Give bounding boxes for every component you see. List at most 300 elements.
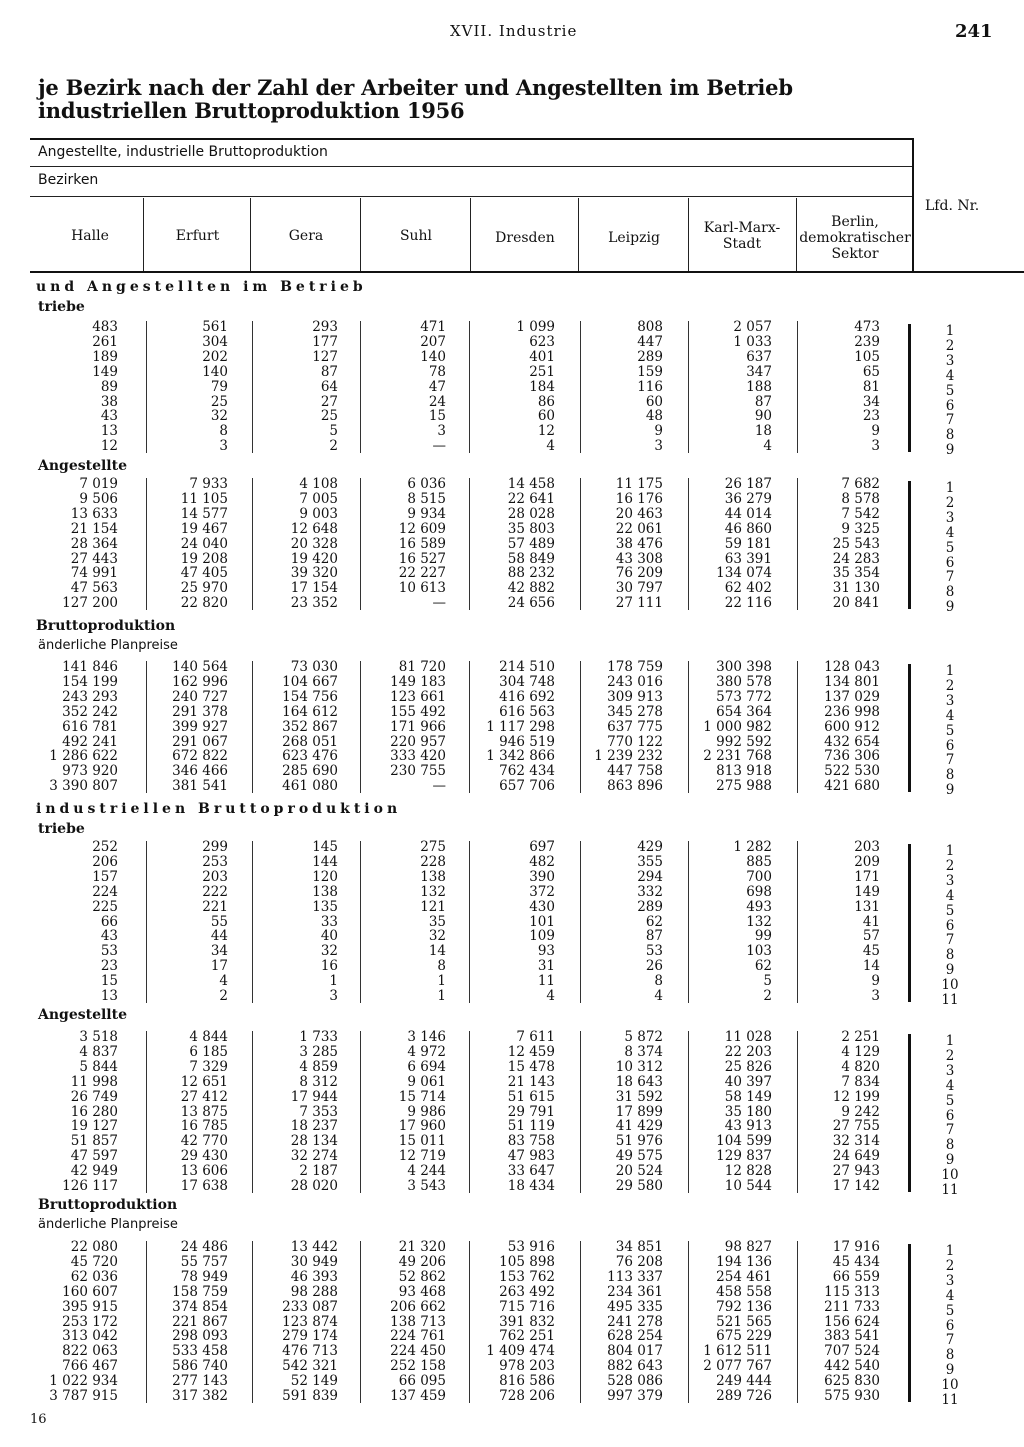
table-cell: 48 — [645, 408, 663, 425]
table-cell: 29 791 — [507, 1103, 555, 1120]
table-cell: 2 187 — [299, 1163, 338, 1180]
table-cell: 24 656 — [507, 595, 555, 612]
table-cell: 194 136 — [716, 1253, 772, 1270]
table-cell: 7 682 — [841, 476, 880, 492]
lfd-number: 3 — [945, 352, 955, 369]
table-cell: 5 844 — [79, 1058, 118, 1075]
lfd-number: 10 — [941, 1377, 959, 1394]
table-cell: 9 325 — [841, 520, 880, 537]
table-cell: 294 — [637, 868, 663, 885]
lfd-number: 3 — [945, 1272, 955, 1289]
table-cell: 90 — [754, 408, 772, 425]
lfd-number: 2 — [945, 677, 955, 694]
table-cell: 9 934 — [407, 505, 446, 522]
table-cell: 9 — [654, 423, 663, 440]
table-cell: 616 563 — [499, 703, 555, 720]
page-title — [38, 76, 793, 122]
lfd-number: 7 — [945, 1122, 955, 1139]
table-cell: 492 241 — [62, 733, 118, 750]
table-cell: 233 087 — [282, 1298, 338, 1315]
table-cell: 17 944 — [290, 1088, 338, 1105]
table-cell: 87 — [320, 363, 338, 380]
table-cell: 27 755 — [832, 1118, 880, 1135]
lfd-number: 2 — [945, 857, 955, 874]
table-cell: 43 308 — [615, 550, 663, 567]
lfd-number: 4 — [945, 887, 955, 904]
table-cell: 11 998 — [70, 1073, 118, 1090]
table-cell: 252 158 — [390, 1358, 446, 1375]
lfd-number: 3 — [945, 872, 955, 889]
lfd-divider — [908, 1244, 911, 1402]
lfd-number: 7 — [945, 569, 955, 586]
table-cell: 822 063 — [62, 1343, 118, 1360]
table-cell: 58 149 — [724, 1088, 772, 1105]
table-cell: 4 — [654, 988, 663, 1004]
table-cell: 51 119 — [507, 1118, 555, 1135]
table-cell: 154 756 — [282, 688, 338, 705]
table-cell: 19 208 — [180, 550, 228, 567]
table-cell: 1 239 232 — [594, 748, 663, 765]
lfd-divider — [908, 664, 911, 792]
lfd-number: 6 — [945, 1107, 955, 1124]
lfd-number: 1 — [945, 663, 955, 679]
table-cell: 616 781 — [62, 718, 118, 735]
table-cell: 1 282 — [733, 839, 772, 855]
header-top-label: Angestellte, industrielle Bruttoproduktion — [38, 144, 328, 160]
table-cell: 7 933 — [189, 476, 228, 492]
table-cell: 17 — [210, 958, 228, 975]
table-cell: 7 611 — [516, 1029, 555, 1045]
lfd-number: 7 — [945, 1332, 955, 1349]
table-cell: 57 489 — [507, 535, 555, 552]
lfd-number: 10 — [941, 977, 959, 994]
table-cell: 236 998 — [824, 703, 880, 720]
table-cell: 243 016 — [607, 673, 663, 690]
table-cell: 29 580 — [615, 1178, 663, 1194]
table-cell: 34 851 — [615, 1239, 663, 1255]
table-cell: 24 649 — [832, 1148, 880, 1165]
table-cell: 304 748 — [499, 673, 555, 690]
table-cell: 1 733 — [299, 1029, 338, 1045]
table-cell: 243 293 — [62, 688, 118, 705]
lfd-number: 8 — [945, 427, 955, 444]
header-col-divider — [360, 198, 361, 271]
table-cell: 126 117 — [62, 1178, 118, 1194]
lfd-number: 6 — [945, 1317, 955, 1334]
table-cell: 277 143 — [172, 1373, 228, 1390]
table-cell: 14 — [428, 943, 446, 960]
table-cell: 60 — [537, 408, 555, 425]
table-cell: 127 200 — [62, 595, 118, 612]
table-cell: 43 913 — [724, 1118, 772, 1135]
table-cell: 20 524 — [615, 1163, 663, 1180]
table-cell: 127 — [312, 348, 338, 365]
table-cell: 25 970 — [180, 580, 228, 597]
table-cell: 105 898 — [499, 1253, 555, 1270]
table-cell: 32 — [210, 408, 228, 425]
table-cell: 9 003 — [299, 505, 338, 522]
table-cell: 762 251 — [499, 1328, 555, 1345]
table-cell: 93 468 — [398, 1283, 446, 1300]
table-cell: 390 — [529, 868, 555, 885]
table-cell: 447 — [637, 333, 663, 350]
table-cell: 391 832 — [499, 1313, 555, 1330]
header-bottom-rule — [30, 271, 1024, 273]
table-cell: 43 — [100, 928, 118, 945]
table-cell: 225 — [92, 898, 118, 915]
lfd-number: 2 — [945, 494, 955, 511]
table-cell: 7 542 — [841, 505, 880, 522]
table-cell: 207 — [420, 333, 446, 350]
table-cell: 522 530 — [824, 763, 880, 780]
lfd-number: 5 — [945, 539, 955, 556]
table-cell: 17 142 — [832, 1178, 880, 1194]
table-cell: 1 117 298 — [486, 718, 555, 735]
table-cell: 816 586 — [499, 1373, 555, 1390]
table-cell: 16 527 — [398, 550, 446, 567]
table-cell: 458 558 — [716, 1283, 772, 1300]
table-cell: 14 577 — [180, 505, 228, 522]
table-cell: 98 827 — [724, 1239, 772, 1255]
table-cell: 30 949 — [290, 1253, 338, 1270]
table-cell: 252 — [92, 839, 118, 855]
table-cell: 374 854 — [172, 1298, 228, 1315]
table-cell: 57 — [862, 928, 880, 945]
table-cell: 381 541 — [172, 778, 228, 795]
table-cell: 104 667 — [282, 673, 338, 690]
table-cell: 29 430 — [180, 1148, 228, 1165]
table-cell: 395 915 — [62, 1298, 118, 1315]
table-cell: 42 949 — [70, 1163, 118, 1180]
lfd-number: 2 — [945, 337, 955, 354]
lfd-number: 10 — [941, 1167, 959, 1184]
lfd-number: 2 — [945, 1257, 955, 1274]
header-right-rule — [912, 138, 914, 272]
table-cell: 1 — [329, 973, 338, 990]
table-cell: 28 364 — [70, 535, 118, 552]
table-cell: 1 — [437, 973, 446, 990]
table-cell: 623 476 — [282, 748, 338, 765]
table-cell: 45 — [862, 943, 880, 960]
table-cell: 135 — [312, 898, 338, 915]
table-cell: 46 860 — [724, 520, 772, 537]
table-cell: 32 274 — [290, 1148, 338, 1165]
table-cell: 3 285 — [299, 1043, 338, 1060]
footer-mark: 16 — [30, 1412, 47, 1427]
table-cell: 432 654 — [824, 733, 880, 750]
header-col-divider — [470, 198, 471, 271]
table-cell: 2 077 767 — [703, 1358, 772, 1375]
header-col-divider — [796, 198, 797, 271]
lfd-number: 6 — [945, 737, 955, 754]
table-cell: 32 314 — [832, 1133, 880, 1150]
table-cell: 42 882 — [507, 580, 555, 597]
header-col-divider — [143, 198, 144, 271]
table-cell: 66 559 — [832, 1268, 880, 1285]
table-cell: — — [432, 778, 446, 795]
table-cell: 7 353 — [299, 1103, 338, 1120]
header-col-divider — [688, 198, 689, 271]
table-cell: 300 398 — [716, 659, 772, 675]
table-cell: 17 916 — [832, 1239, 880, 1255]
table-cell: 35 180 — [724, 1103, 772, 1120]
table-cell: 16 785 — [180, 1118, 228, 1135]
page-number: 241 — [955, 21, 993, 42]
table-cell: 12 828 — [724, 1163, 772, 1180]
table-cell: 298 093 — [172, 1328, 228, 1345]
table-cell: 623 — [529, 333, 555, 350]
table-cell: 44 014 — [724, 505, 772, 522]
table-cell: 421 680 — [824, 778, 880, 795]
table-cell: 62 402 — [724, 580, 772, 597]
table-cell: 42 770 — [180, 1133, 228, 1150]
table-cell: 115 313 — [824, 1283, 880, 1300]
running-header — [0, 22, 1024, 46]
table-cell: 8 515 — [407, 490, 446, 507]
table-cell: 23 — [100, 958, 118, 975]
table-cell: 12 — [100, 438, 118, 455]
table-cell: 4 972 — [407, 1043, 446, 1060]
table-cell: 1 022 934 — [49, 1373, 118, 1390]
table-cell: 224 — [92, 883, 118, 900]
table-cell: 24 — [428, 393, 446, 410]
table-cell: 47 405 — [180, 565, 228, 582]
table-cell: 137 029 — [824, 688, 880, 705]
table-cell: 261 — [92, 333, 118, 350]
lfd-divider — [908, 1034, 911, 1192]
table-cell: 138 — [312, 883, 338, 900]
table-cell: 8 578 — [841, 490, 880, 507]
table-cell: 123 874 — [282, 1313, 338, 1330]
table-cell: 698 — [746, 883, 772, 900]
table-cell: 625 830 — [824, 1373, 880, 1390]
lfd-number: 3 — [945, 692, 955, 709]
table-cell: 239 — [854, 333, 880, 350]
table-cell: 155 492 — [390, 703, 446, 720]
lfd-number: 8 — [945, 767, 955, 784]
table-cell: 38 — [100, 393, 118, 410]
table-cell: 561 — [202, 319, 228, 335]
table-cell: 19 127 — [70, 1118, 118, 1135]
table-cell: 13 442 — [290, 1239, 338, 1255]
lfd-number: 1 — [945, 323, 955, 339]
table-cell: 25 826 — [724, 1058, 772, 1075]
table-cell: 447 758 — [607, 763, 663, 780]
table-cell: 10 613 — [398, 580, 446, 597]
table-cell: 27 443 — [70, 550, 118, 567]
table-cell: 27 — [320, 393, 338, 410]
table-cell: 134 801 — [824, 673, 880, 690]
lfd-number: 2 — [945, 1047, 955, 1064]
table-cell: 20 841 — [832, 595, 880, 612]
table-cell: 228 — [420, 853, 446, 870]
table-cell: 12 609 — [398, 520, 446, 537]
table-cell: 137 459 — [390, 1388, 446, 1404]
table-cell: 220 957 — [390, 733, 446, 750]
table-cell: 224 761 — [390, 1328, 446, 1345]
table-cell: 762 434 — [499, 763, 555, 780]
table-cell: 3 518 — [79, 1029, 118, 1045]
table-cell: 47 597 — [70, 1148, 118, 1165]
table-cell: 224 450 — [390, 1343, 446, 1360]
table-cell: 304 — [202, 333, 228, 350]
table-cell: 401 — [529, 348, 555, 365]
table-cell: 9 506 — [79, 490, 118, 507]
table-cell: 25 — [320, 408, 338, 425]
table-cell: 3 — [871, 988, 880, 1004]
table-cell: 1 033 — [733, 333, 772, 350]
lfd-number: 5 — [945, 1092, 955, 1109]
table-cell: 17 899 — [615, 1103, 663, 1120]
table-cell: 268 051 — [282, 733, 338, 750]
header-col-divider — [250, 198, 251, 271]
table-cell: 51 976 — [615, 1133, 663, 1150]
table-cell: 240 727 — [172, 688, 228, 705]
lfd-number: 9 — [945, 599, 955, 616]
table-cell: 49 575 — [615, 1148, 663, 1165]
table-cell: 1 409 474 — [486, 1343, 555, 1360]
column-header-karl-marx-stadt: Karl-Marx-Stadt — [703, 220, 781, 252]
lfd-number: 6 — [945, 917, 955, 934]
table-cell: 15 — [428, 408, 446, 425]
table-cell: 483 — [92, 319, 118, 335]
table-cell: 51 857 — [70, 1133, 118, 1150]
table-cell: 10 312 — [615, 1058, 663, 1075]
table-cell: 654 364 — [716, 703, 772, 720]
table-cell: 178 759 — [607, 659, 663, 675]
table-cell: 47 563 — [70, 580, 118, 597]
table-cell: 6 036 — [407, 476, 446, 492]
table-cell: 46 393 — [290, 1268, 338, 1285]
table-cell: 21 154 — [70, 520, 118, 537]
table-cell: 13 875 — [180, 1103, 228, 1120]
table-cell: 79 — [210, 378, 228, 395]
table-cell: 24 283 — [832, 550, 880, 567]
table-cell: 184 — [529, 378, 555, 395]
table-cell: 26 — [645, 958, 663, 975]
table-cell: 17 154 — [290, 580, 338, 597]
title-line-2: industriellen Bruttoproduktion 1956 — [38, 98, 465, 123]
chapter-title: XVII. Industrie — [450, 22, 578, 40]
table-cell: 156 624 — [824, 1313, 880, 1330]
lfd-number: 5 — [945, 1302, 955, 1319]
table-cell: 129 837 — [716, 1148, 772, 1165]
table-cell: 32 — [428, 928, 446, 945]
table-cell: 22 116 — [724, 595, 772, 612]
table-cell: 2 251 — [841, 1029, 880, 1045]
table-cell: 64 — [320, 378, 338, 395]
table-cell: 52 149 — [290, 1373, 338, 1390]
header-col-divider — [578, 198, 579, 271]
table-cell: 9 — [871, 423, 880, 440]
lfd-number: 11 — [941, 1392, 959, 1408]
table-cell: 9 986 — [407, 1103, 446, 1120]
table-cell: 55 757 — [180, 1253, 228, 1270]
table-cell: 22 080 — [70, 1239, 118, 1255]
table-cell: 5 872 — [624, 1029, 663, 1045]
lfd-number: 4 — [945, 1077, 955, 1094]
table-cell: 3 — [219, 438, 228, 455]
table-cell: 275 988 — [716, 778, 772, 795]
table-cell: 24 486 — [180, 1239, 228, 1255]
table-cell: 145 — [312, 839, 338, 855]
lfd-number: 1 — [945, 480, 955, 496]
table-cell: 211 733 — [824, 1298, 880, 1315]
lfd-number: 8 — [945, 947, 955, 964]
column-header-dresden: Dresden — [495, 230, 555, 246]
lfd-number: 9 — [945, 442, 955, 459]
table-cell: 291 378 — [172, 703, 228, 720]
table-cell: 22 641 — [507, 490, 555, 507]
table-cell: 123 661 — [390, 688, 446, 705]
table-cell: 34 — [210, 943, 228, 960]
table-cell: 3 — [329, 988, 338, 1004]
table-cell: 4 820 — [841, 1058, 880, 1075]
table-cell: 3 146 — [407, 1029, 446, 1045]
table-cell: 19 420 — [290, 550, 338, 567]
table-cell: 6 185 — [189, 1043, 228, 1060]
table-cell: 103 — [746, 943, 772, 960]
table-cell: 15 011 — [398, 1133, 446, 1150]
table-cell: 62 — [645, 913, 663, 930]
table-cell: 32 — [320, 943, 338, 960]
table-cell: 177 — [312, 333, 338, 350]
table-cell: 542 321 — [282, 1358, 338, 1375]
lfd-number: 8 — [945, 584, 955, 601]
table-cell: 58 849 — [507, 550, 555, 567]
table-cell: 18 — [754, 423, 772, 440]
table-cell: 521 565 — [716, 1313, 772, 1330]
table-cell: 171 — [854, 868, 880, 885]
table-cell: 885 — [746, 853, 772, 870]
section-subtitle: änderliche Planpreise — [38, 1217, 178, 1232]
table-cell: 33 647 — [507, 1163, 555, 1180]
table-cell: 214 510 — [499, 659, 555, 675]
table-cell: 289 — [637, 348, 663, 365]
table-cell: 399 927 — [172, 718, 228, 735]
table-cell: 27 412 — [180, 1088, 228, 1105]
lfd-number: 9 — [945, 1152, 955, 1169]
table-cell: 380 578 — [716, 673, 772, 690]
table-cell: 52 862 — [398, 1268, 446, 1285]
table-cell: 12 719 — [398, 1148, 446, 1165]
header-top-rule — [30, 138, 914, 140]
table-cell: 38 476 — [615, 535, 663, 552]
table-cell: 36 279 — [724, 490, 772, 507]
table-cell: 17 960 — [398, 1118, 446, 1135]
table-cell: 700 — [746, 868, 772, 885]
table-cell: 22 061 — [615, 520, 663, 537]
table-cell: 138 — [420, 868, 446, 885]
table-cell: 352 867 — [282, 718, 338, 735]
table-cell: 675 229 — [716, 1328, 772, 1345]
table-cell: 141 846 — [62, 659, 118, 675]
table-cell: 34 — [862, 393, 880, 410]
table-cell: 285 690 — [282, 763, 338, 780]
table-cell: 697 — [529, 839, 555, 855]
table-cell: 586 740 — [172, 1358, 228, 1375]
table-cell: 1 612 511 — [703, 1343, 772, 1360]
table-cell: 76 208 — [615, 1253, 663, 1270]
table-cell: 289 726 — [716, 1388, 772, 1404]
table-cell: 144 — [312, 853, 338, 870]
table-cell: 416 692 — [499, 688, 555, 705]
header-rule-1 — [30, 166, 912, 167]
table-cell: 140 — [420, 348, 446, 365]
table-cell: 978 203 — [499, 1358, 555, 1375]
lfd-divider — [908, 844, 911, 1002]
table-cell: 55 — [210, 913, 228, 930]
